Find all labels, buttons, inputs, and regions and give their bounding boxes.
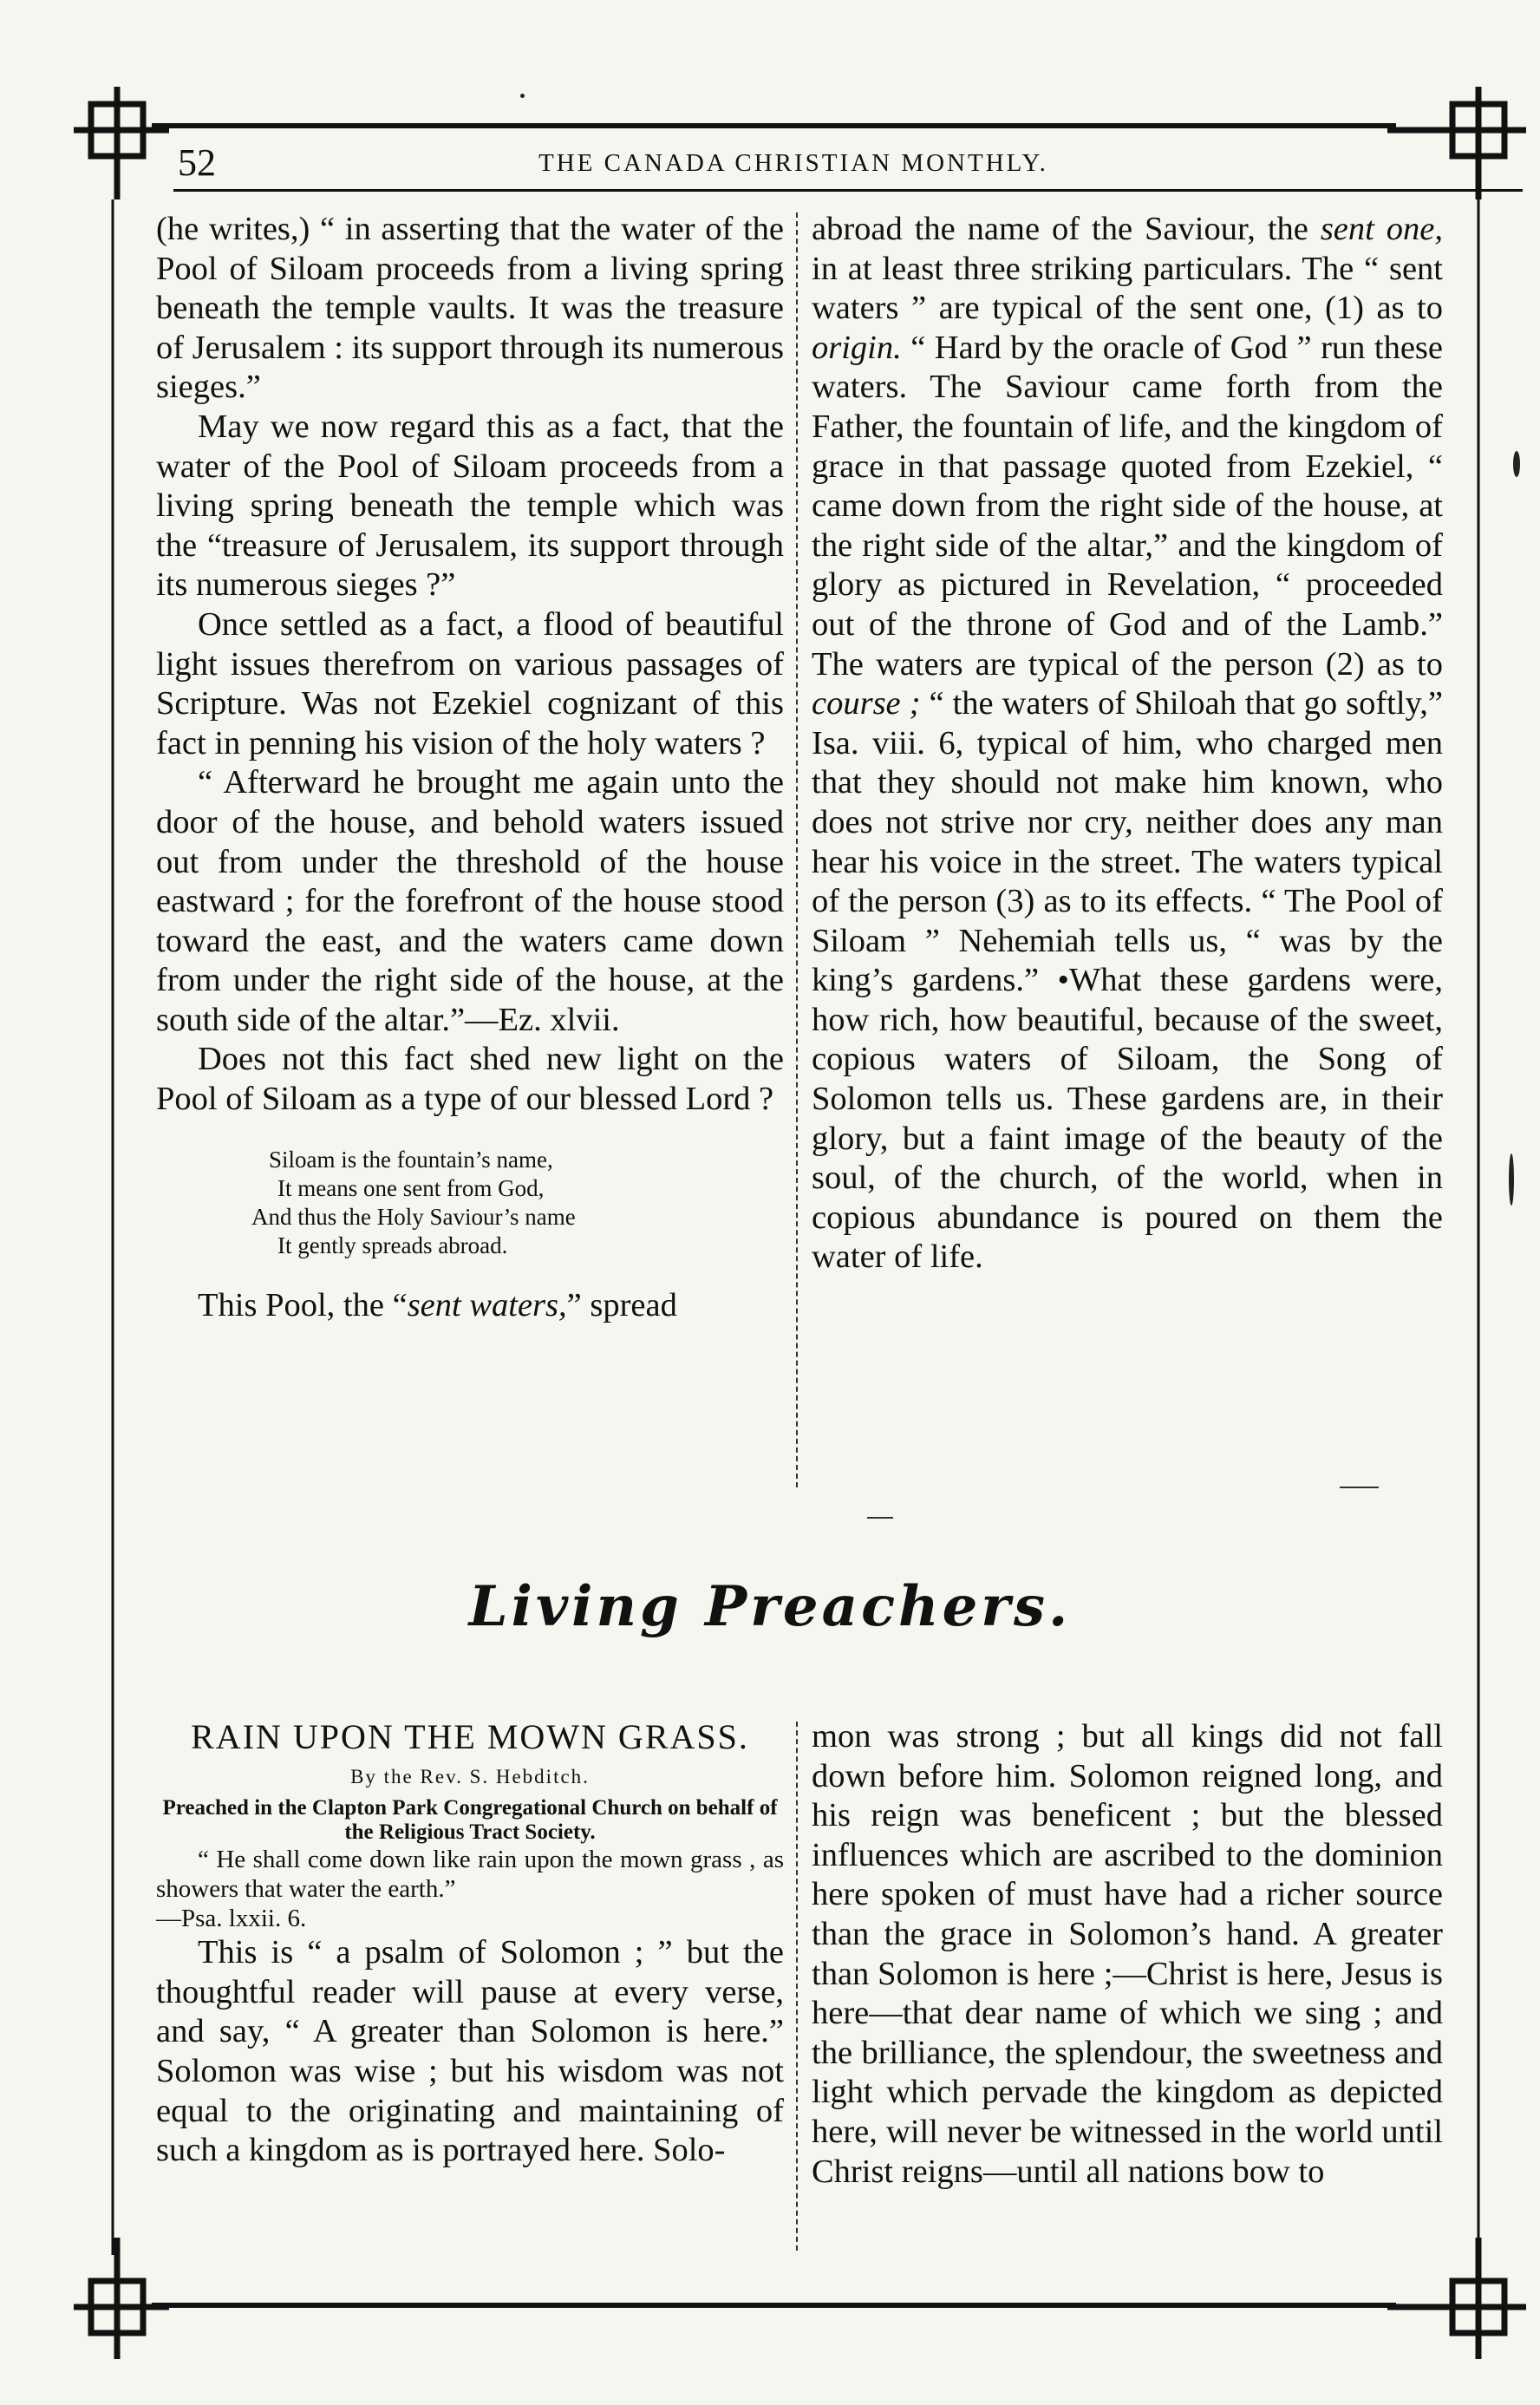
poem-stanza: [156, 1146, 784, 1260]
text-run: “ the waters of Shiloah that go softly,” Isa. viii. 6, typical of him, who charged men that they should not make him known, who does not strive nor cry, neither does any man hear his voice in the street. The waters typical of the person (3) as to its effects. “ The Pool of Siloam ” Nehemiah tells us, “ was by the king’s gardens.” •What these gardens were, how rich, how beautiful, because of the sweet, copious waters of Siloam, the Song of Solomon tells us. These gardens are, in their glory, but a faint image of the beauty of the soul, of the church, of the world, when in copious abundance is poured on them the water of life.: [812, 685, 1443, 1276]
column-top-right: [812, 210, 1443, 1278]
italic-text: sent one,: [1320, 211, 1443, 247]
poem-line: It gently spreads abroad.: [277, 1232, 508, 1258]
text-run: This Pool, the “: [198, 1286, 408, 1323]
paragraph: Once settled as a fact, a flood of beautiful light issues therefrom on various passages of Scripture. Was not Ezekiel cognizant of this fact in penning his vision of the holy waters ?: [156, 605, 784, 761]
corner-ornament-bottom-left: [74, 2238, 169, 2359]
corner-ornament-top-left: [74, 87, 169, 199]
section-separator: [867, 1487, 1379, 1518]
poem-line: It means one sent from God,: [277, 1174, 545, 1201]
italic-text: sent waters,: [407, 1286, 567, 1323]
paragraph: [156, 1286, 784, 1326]
section-heading: Living Preachers.: [468, 1574, 1072, 1639]
paragraph: [812, 210, 1443, 1278]
paragraph: May we now regard this as a fact, that the water of the Pool of Siloam proceeds from a living spring beneath the temple which was the “treasure of Jerusalem, its support through its numerous sieges ?”: [156, 408, 784, 604]
scan-speck: [1513, 451, 1520, 477]
column-bottom-right: [812, 1717, 1443, 2192]
column-bottom-left: [156, 1717, 784, 2171]
byline: By the Rev. S. Hebditch.: [350, 1765, 590, 1787]
text-run: “ Hard by the oracle of God ” run these waters. The Saviour came forth from the Father, the fountain of life, and the kingdom of grace in that passage quoted from Ezekiel, “ came down from the right side of the house, at the right side of the altar,” and the kingdom of glory as pictured in Revelation, “ proceeded out of the throne of God and of the Lamb.” The waters are typical of the person (2) as to: [812, 329, 1443, 683]
header-rule: [173, 189, 1523, 192]
epigraph-reference: —Psa. lxxii. 6.: [156, 1905, 307, 1933]
scan-speck: [1509, 1153, 1514, 1206]
column-top-left: [156, 210, 784, 1325]
text-run: in at least three striking particulars. The “ sent waters ” are typical of the sent one, (1) as to: [812, 250, 1443, 327]
paragraph: Does not this fact shed new light on the Pool of Siloam as a type of our blessed Lord ?: [156, 1041, 784, 1118]
paragraph: This is “ a psalm of Solomon ; ” but the thoughtful reader will pause at every verse, and say, “ A greater than Solomon is here.” Solomon was wise ; but his wisdom was not equal to the originating and maintaining of such a kingdom as is portrayed here. Solo-: [156, 1934, 784, 2169]
poem-line: Siloam is the fountain’s name,: [269, 1146, 553, 1173]
page-number: 52: [178, 141, 216, 184]
column-divider-bottom: [796, 1722, 798, 2251]
paragraph: mon was strong ; but all kings did not fall down before him. Solomon reigned long, and his reign was beneficent ; but the blessed influences which are ascribed to the dominion here spoken of must have had a richer source than the grace in Solomon’s hand. A greater than Solomon is here ;—Christ is here, Jesus is here—that dear name of which we sing ; and the brilliance, the splendour, the sweetness and light which pervade the kingdom as depicted here, will never be witnessed in the world until Christ reigns—until all nations bow to: [812, 1718, 1443, 2190]
corner-ornament-bottom-right: [1387, 2238, 1526, 2359]
paragraph: (he writes,) “ in asserting that the water of the Pool of Siloam proceeds from a living spring beneath the temple vaults. It was the treasure of Jerusalem : its support through its numerous sieges.”: [156, 211, 784, 406]
text-run: abroad the name of the Saviour, the: [812, 211, 1321, 247]
sermon-title: RAIN UPON THE MOWN GRASS.: [191, 1717, 749, 1756]
italic-text: course ;: [812, 685, 921, 722]
preached-note: Preached in the Clapton Park Congregational Church on behalf of the Religious Tract Society.: [162, 1796, 778, 1845]
epigraph: “ He shall come down like rain upon the mown grass , as showers that water the earth.”: [156, 1846, 784, 1904]
running-header: [178, 141, 1409, 193]
running-title: THE CANADA CHRISTIAN MONTHLY.: [538, 149, 1048, 177]
poem-line: And thus the Holy Saviour’s name: [251, 1203, 576, 1230]
scripture-quote: “ Afterward he brought me again unto the door of the house, and behold waters issued out from under the threshold of the house eastward ; for the forefront of the house stood toward the east, and the waters came down from under the right side of the house, at the south side of the altar.”—Ez. xlvii.: [156, 764, 784, 1038]
scan-speck: [520, 94, 525, 98]
italic-text: origin.: [812, 329, 902, 366]
text-run: ” spread: [566, 1286, 677, 1323]
column-divider-top: [796, 212, 798, 1487]
